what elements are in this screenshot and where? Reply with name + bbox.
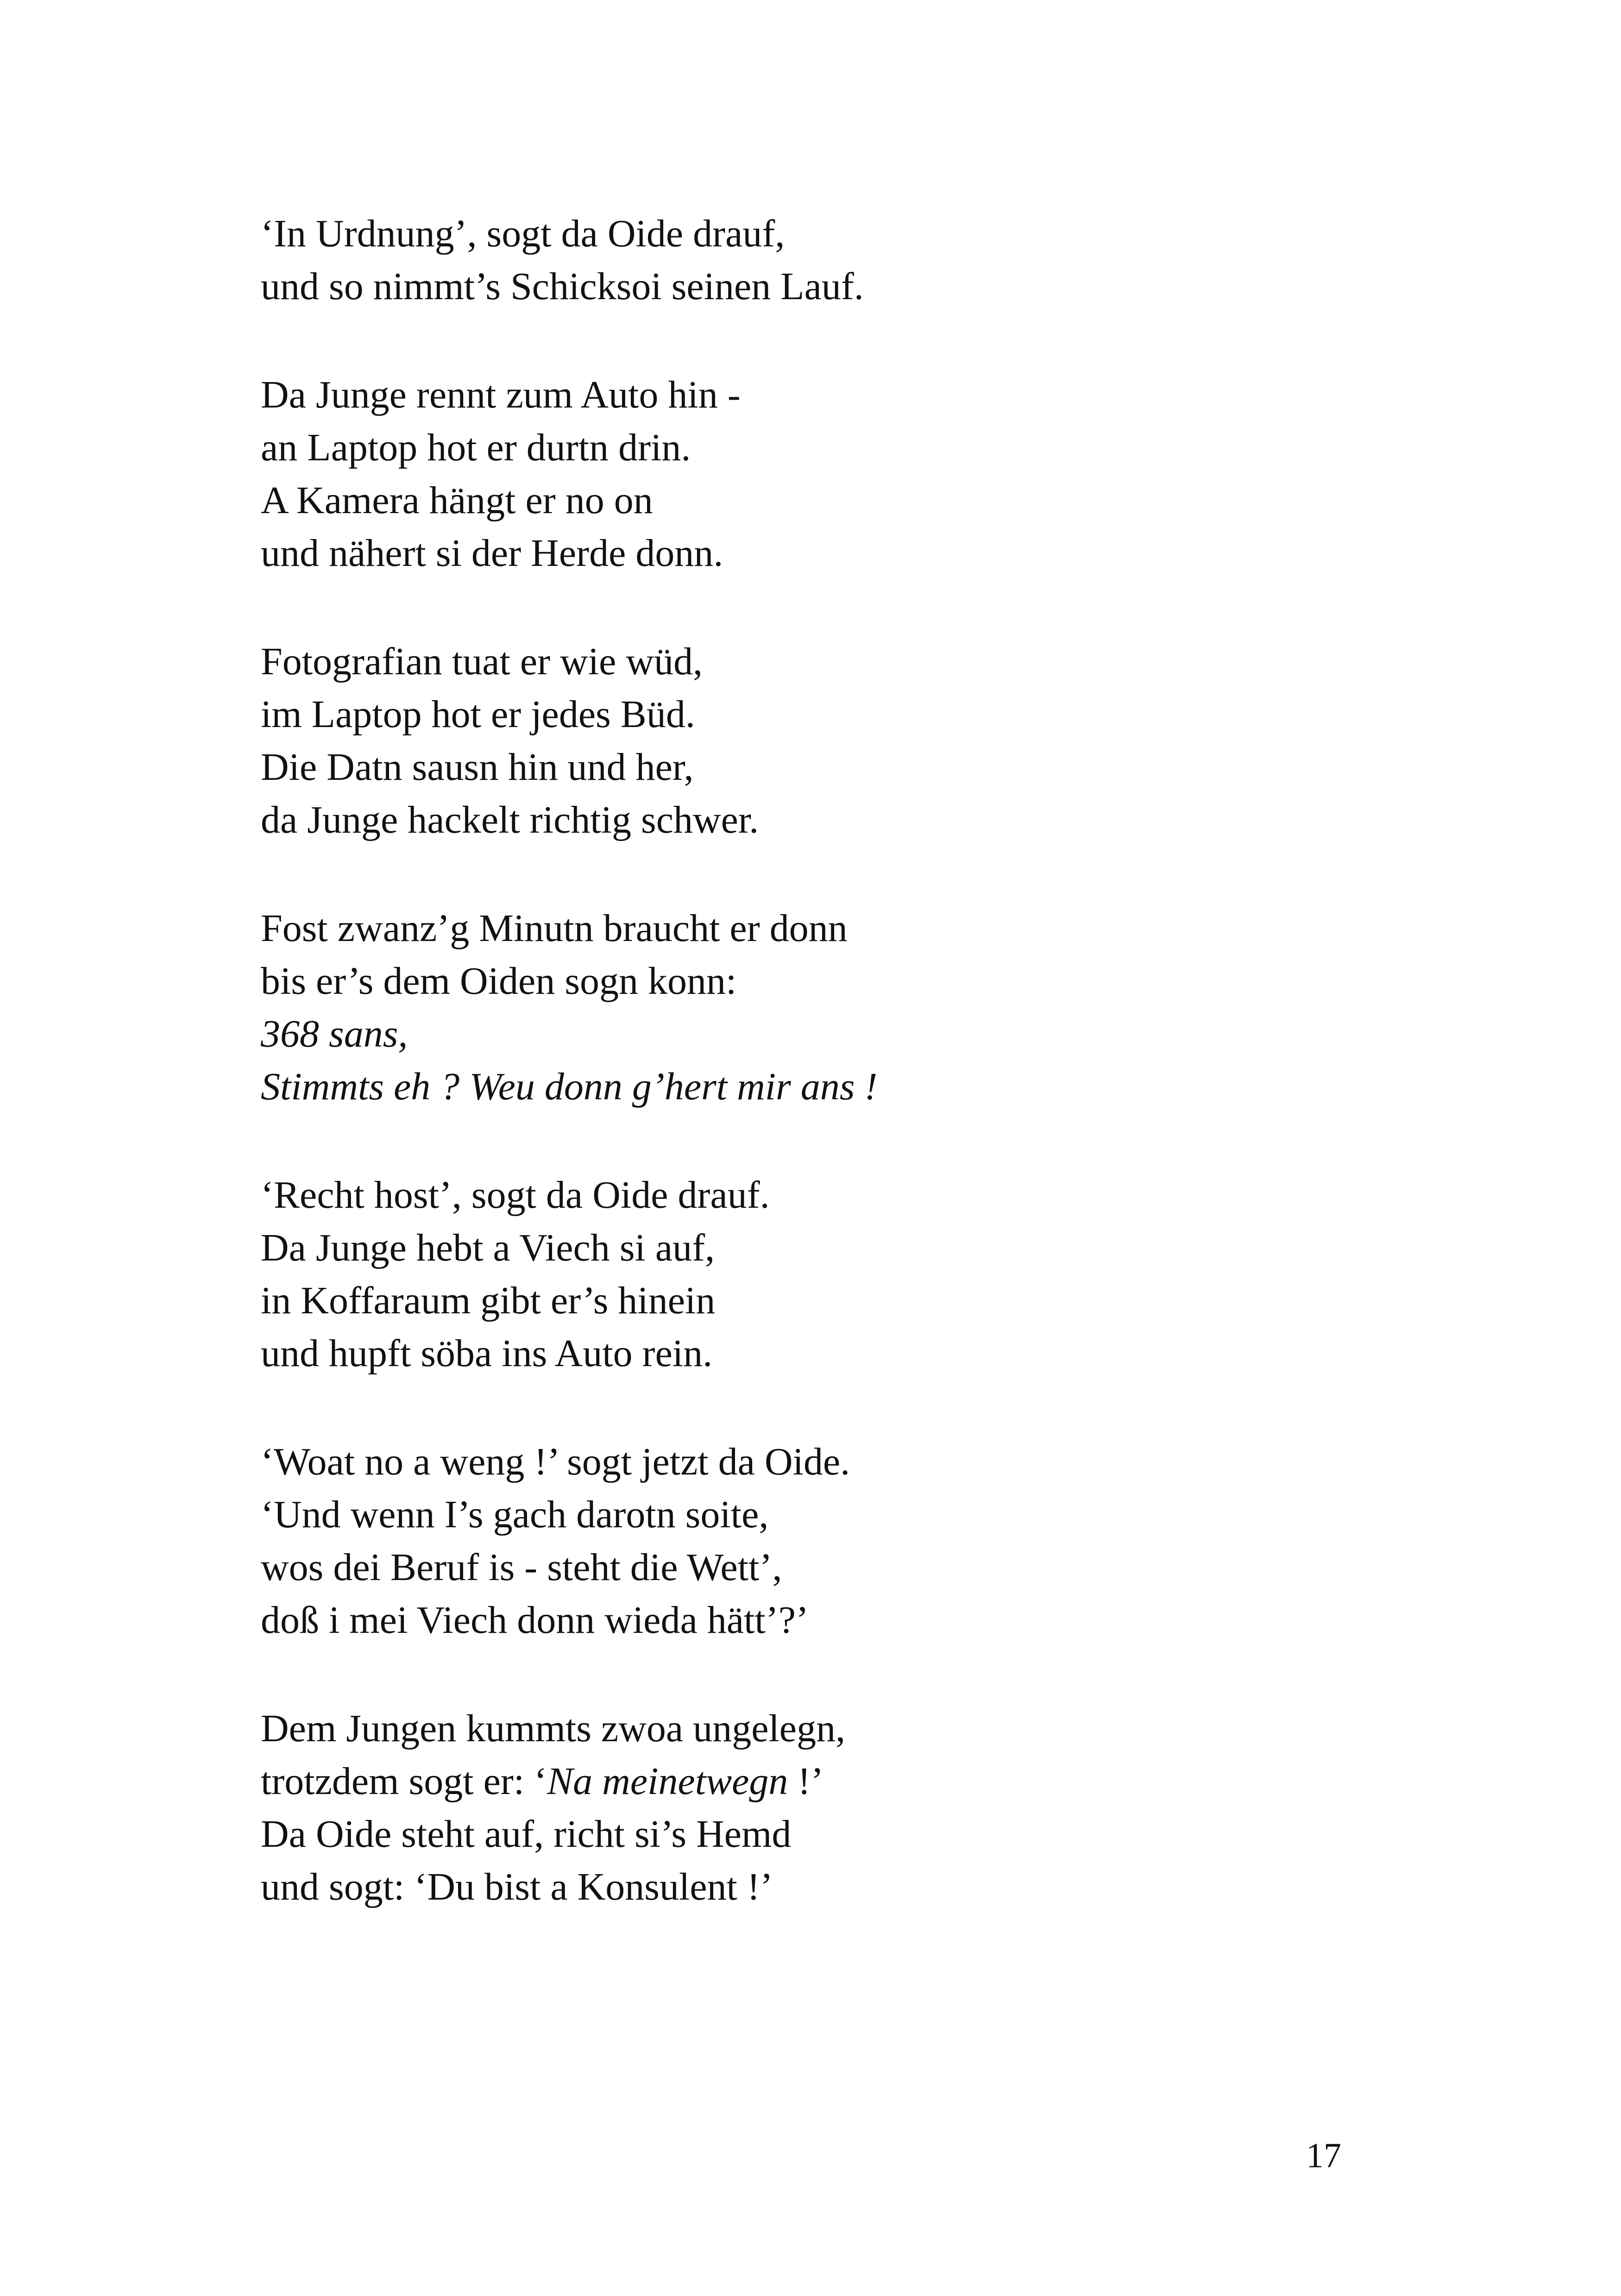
poem — [261, 207, 1465, 1969]
poem-line: Die Datn sausn hin und her, — [261, 746, 694, 789]
page-number: 17 — [1306, 2136, 1341, 2175]
poem-line: Da Oide steht auf, richt si’s Hemd — [261, 1813, 792, 1856]
poem-line-italic: 368 sans, — [261, 1012, 408, 1055]
poem-line-mixed — [261, 1755, 1465, 1808]
poem-line: da Junge hackelt richtig schwer. — [261, 798, 759, 841]
poem-line: wos dei Beruf is - steht die Wett’, — [261, 1546, 782, 1589]
poem-line: Da Junge rennt zum Auto hin - — [261, 373, 741, 416]
poem-line: doß i mei Viech donn wieda hätt’?’ — [261, 1599, 809, 1642]
poem-line: Da Junge hebt a Viech si auf, — [261, 1226, 715, 1269]
poem-line: ‘Recht host’, sogt da Oide drauf. — [261, 1173, 770, 1217]
poem-line: Dem Jungen kummts zwoa ungelegn, — [261, 1707, 846, 1750]
stanza-3 — [261, 635, 1465, 847]
poem-line: A Kamera hängt er no on — [261, 479, 653, 522]
poem-line: und nähert si der Herde donn. — [261, 532, 723, 575]
poem-line: und sogt: ‘Du bist a Konsulent !’ — [261, 1865, 773, 1908]
poem-line: in Koffaraum gibt er’s hinein — [261, 1279, 716, 1322]
poem-line: an Laptop hot er durtn drin. — [261, 426, 691, 469]
stanza-1 — [261, 207, 1465, 313]
poem-line-italic-fragment: Na meinetwegn — [547, 1760, 788, 1803]
poem-line: und so nimmt’s Schicksoi seinen Lauf. — [261, 265, 864, 308]
poem-line-italic: Stimmts eh ? Weu donn g’hert mir ans ! — [261, 1065, 878, 1108]
poem-line: Fotografian tuat er wie wüd, — [261, 640, 703, 683]
poem-line: und hupft söba ins Auto rein. — [261, 1332, 713, 1375]
poem-line-suffix: !’ — [788, 1760, 824, 1803]
poem-line: ‘In Urdnung’, sogt da Oide drauf, — [261, 212, 785, 255]
stanza-2 — [261, 369, 1465, 580]
poem-line-prefix: trotzdem sogt er: ‘ — [261, 1760, 547, 1803]
poem-line: bis er’s dem Oiden sogn konn: — [261, 960, 737, 1003]
stanza-7 — [261, 1702, 1465, 1913]
stanza-5 — [261, 1169, 1465, 1380]
stanza-4 — [261, 902, 1465, 1113]
poem-line: ‘Woat no a weng !’ sogt jetzt da Oide. — [261, 1440, 850, 1483]
poem-line: ‘Und wenn I’s gach darotn soite, — [261, 1493, 769, 1536]
stanza-6 — [261, 1436, 1465, 1647]
poem-line: Fost zwanz’g Minutn braucht er donn — [261, 907, 848, 950]
poem-line: im Laptop hot er jedes Büd. — [261, 693, 695, 736]
